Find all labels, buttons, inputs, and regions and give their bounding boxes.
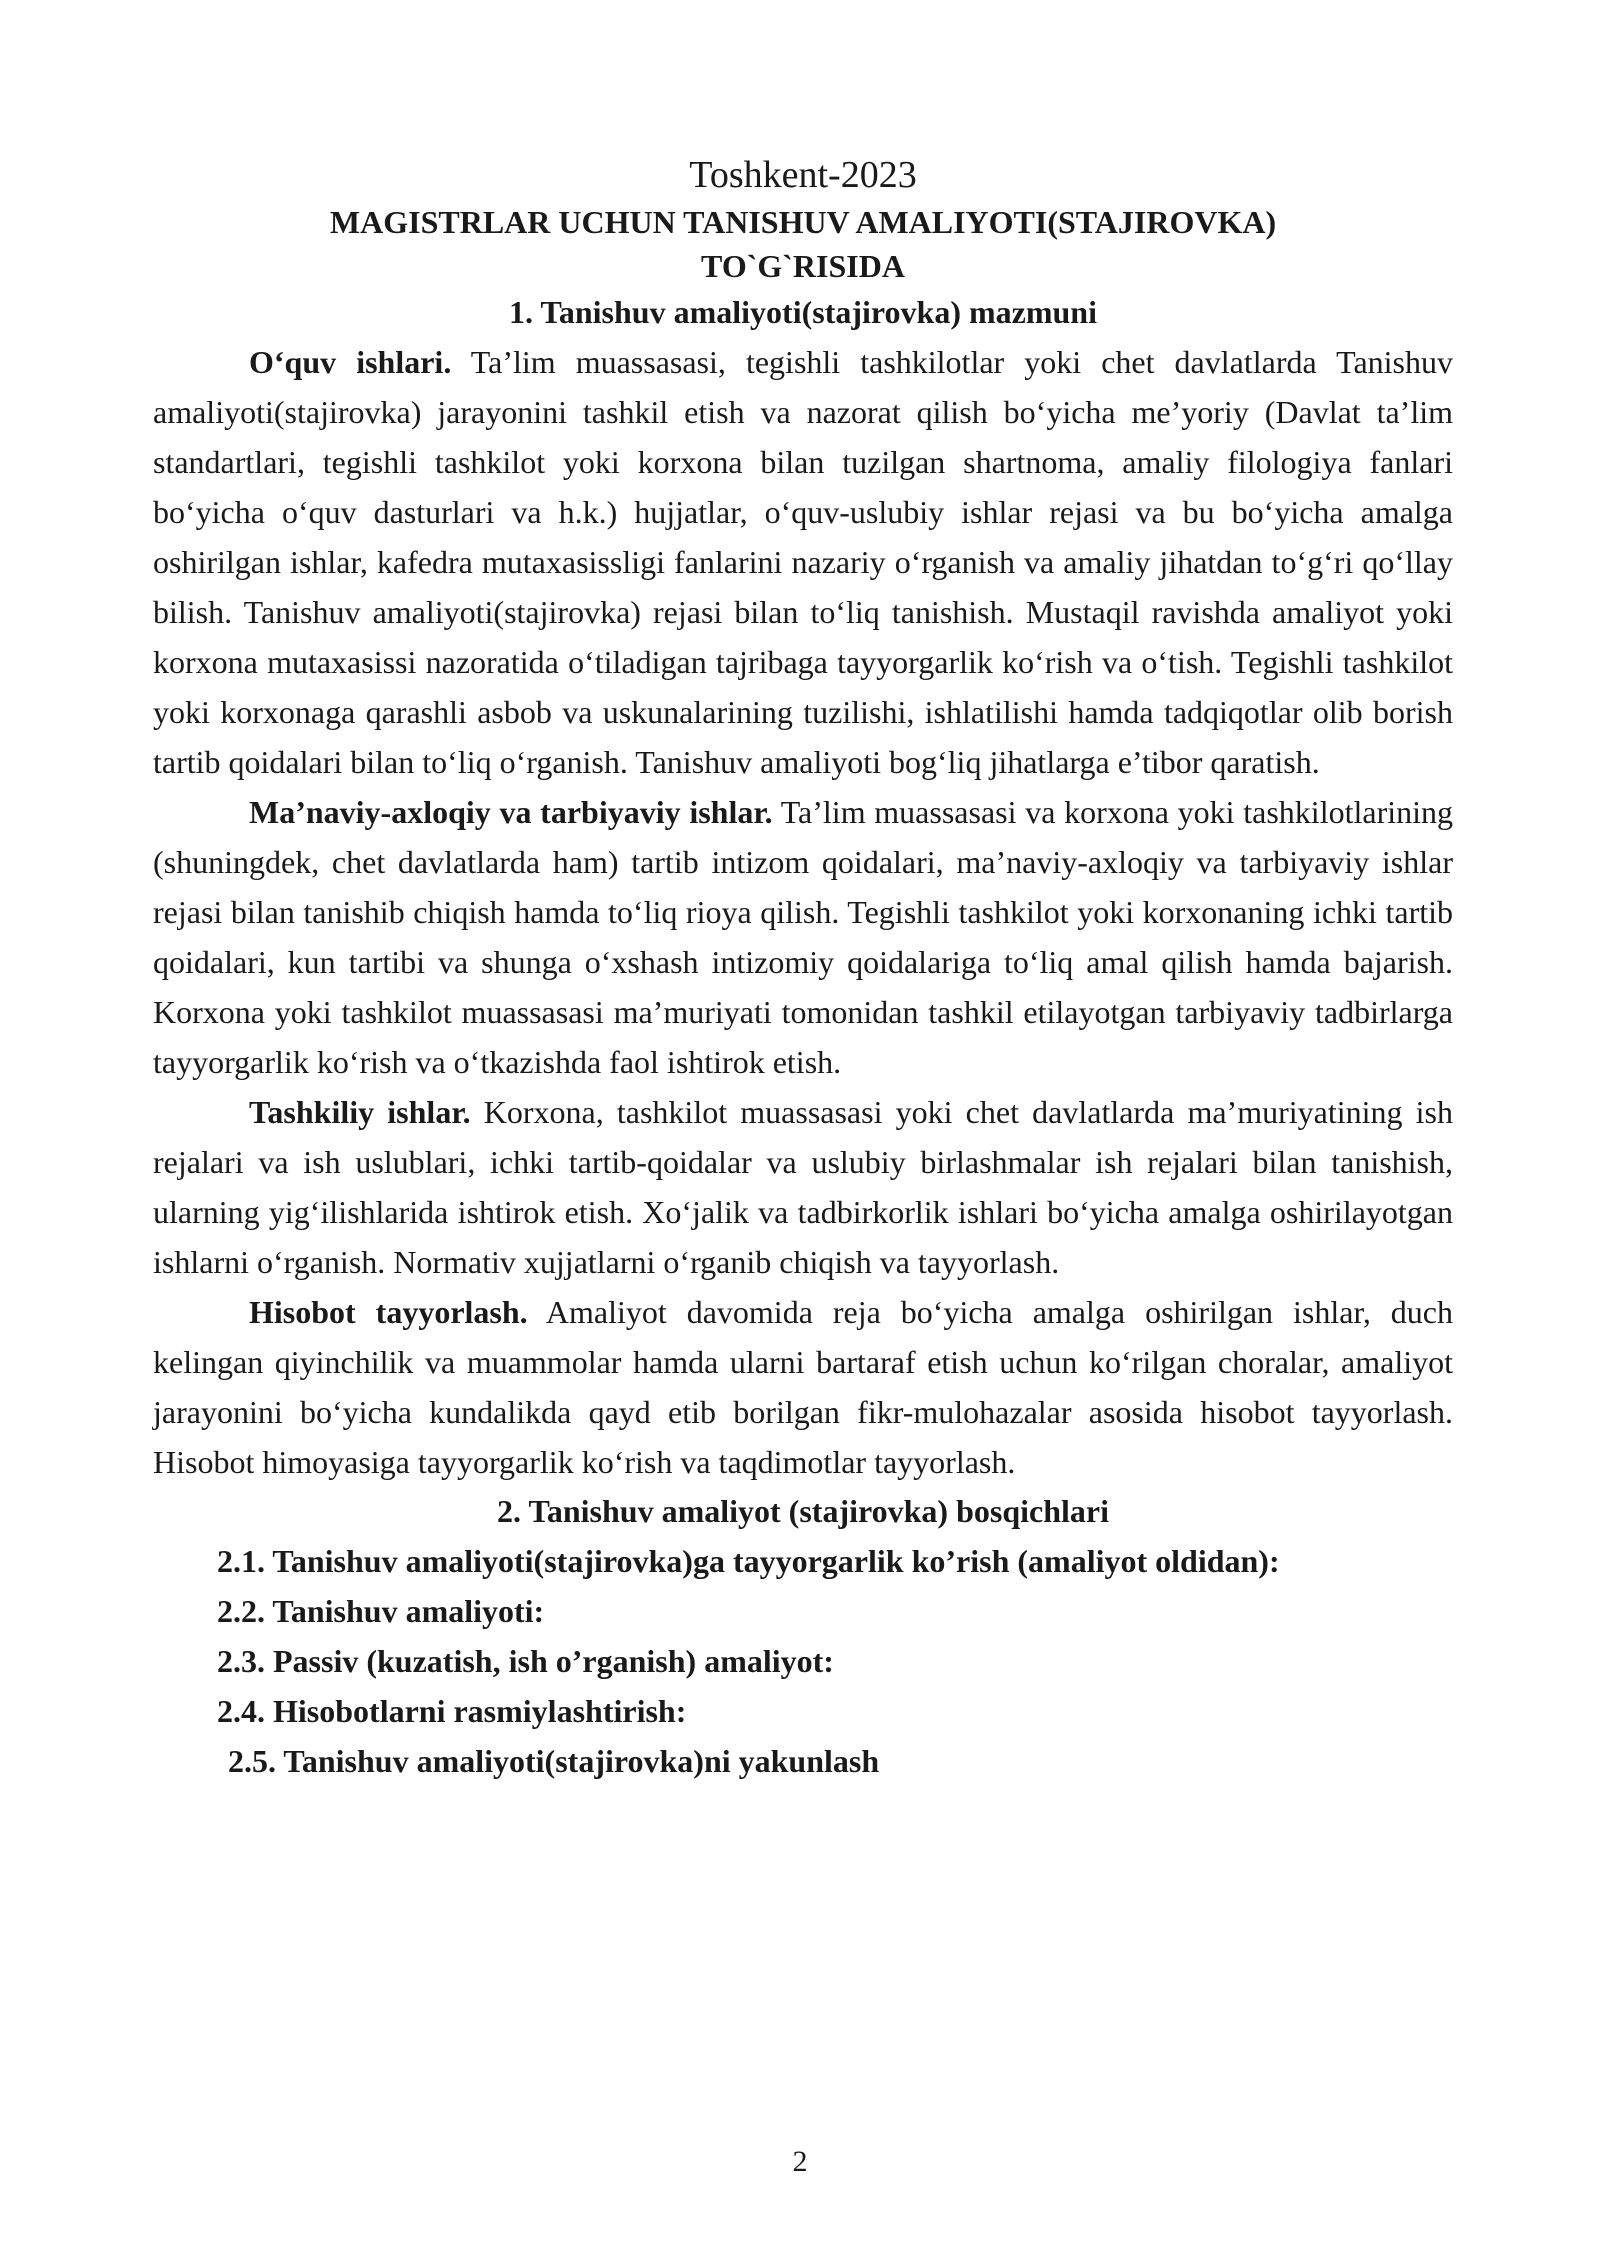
paragraph-text: Ta’lim muassasasi, tegishli tashkilotlar yoki chet davlatlarda Tanishuv amaliyoti(stajirovka) jarayonini tashkil etish va nazorat qilish bo‘yicha me’yoriy (Davlat ta’lim standartlari, tegishli tashkilot yoki korxona bilan tuzilgan shartnoma, amaliy filologiya fanlari bo‘yicha o‘quv dasturlari va h.k.) hujjatlar, o‘quv-uslubiy ishlar rejasi va bu bo‘yicha amalga oshirilgan ishlar, kafedra mutaxasissligi fanlarini nazariy o‘rganish va amaliy jihatdan to‘g‘ri qo‘llay bilish. Tanishuv amaliyoti(stajirovka) rejasi bilan to‘liq tanishish. Mustaqil ravishda amaliyot yoki korxona mutaxasissi nazoratida o‘tiladigan tajribaga tayyorgarlik ko‘rish va o‘tish. Tegishli tashkilot yoki korxonaga qarashli asbob va uskunalarining tuzilishi, ishlatilishi hamda tadqiqotlar olib borish tartib qoidalari bilan to‘liq o‘rganish. Tanishuv amaliyoti bog‘liq jihatlarga e’tibor qaratish. — [153, 344, 1454, 780]
paragraph-text: Ta’lim muassasasi va korxona yoki tashkilotlarining (shuningdek, chet davlatlarda ham) tartib intizom qoidalari, ma’naviy-axloqiy va tarbiyaviy ishlar rejasi bilan tanishib chiqish hamda to‘liq rioya qilish. Tegishli tashkilot yoki korxonaning ichki tartib qoidalari, kun tartibi va shunga o‘xshash intizomiy qoidalariga to‘liq amal qilish hamda bajarish. Korxona yoki tashkilot muassasasi ma’muriyati tomonidan tashkil etilayotgan tarbiyaviy tadbirlarga tayyorgarlik ko‘rish va o‘tkazishda faol ishtirok etish. — [153, 794, 1454, 1080]
paragraph-text: Korxona, tashkilot muassasasi yoki chet davlatlarda ma’muriyatining ish rejalari va ish uslublari, ichki tartib-qoidalar va uslubiy birlashmalar ish rejalari bilan tanishish, ularning yig‘ilishlarida ishtirok etish. Xo‘jalik va tadbirkorlik ishlari bo‘yicha amalga oshirilayotgan ishlarni o‘rganish. Normativ xujjatlarni o‘rganib chiqish va tayyorlash. — [153, 1094, 1454, 1280]
document-title-line-1: MAGISTRLAR UCHUN TANISHUV AMALIYOTI(STAJIROVKA) — [329, 204, 1277, 240]
section-2-heading: 2. Tanishuv amaliyot (stajirovka) bosqichlari — [497, 1493, 1109, 1529]
city-year: Toshkent-2023 — [689, 154, 917, 196]
list-item: 2.1. Tanishuv amaliyoti(stajirovka)ga tayyorgarlik ko’rish (amaliyot oldidan): — [217, 1543, 1280, 1579]
document-title-line-2: TO`G`RISIDA — [701, 248, 905, 284]
paragraph-hisobot-tayyorlash — [153, 1287, 1453, 1487]
list-item: 2.2. Tanishuv amaliyoti: — [217, 1593, 545, 1629]
paragraph-lead: O‘quv ishlari. — [249, 344, 452, 380]
paragraph-lead: Tashkiliy ishlar. — [249, 1094, 471, 1130]
stages-list — [153, 1536, 1453, 1786]
paragraph-oquv-ishlari — [153, 337, 1453, 787]
list-item: 2.4. Hisobotlarni rasmiylashtirish: — [217, 1693, 687, 1729]
paragraph-manaviy-ishlar — [153, 787, 1453, 1087]
list-item: 2.3. Passiv (kuzatish, ish o’rganish) amaliyot: — [217, 1643, 834, 1679]
paragraph-text: Amaliyot davomida reja bo‘yicha amalga oshirilgan ishlar, duch kelingan qiyinchilik va muammolar hamda ularni bartaraf etish uchun ko‘rilgan choralar, amaliyot jarayonini bo‘yicha kundalikda qayd etib borilgan fikr-mulohazalar asosida hisobot tayyorlash. Hisobot himoyasiga tayyorgarlik ko‘rish va taqdimotlar tayyorlash. — [153, 1294, 1453, 1480]
document-page — [153, 150, 1453, 1786]
page-number: 2 — [792, 2145, 808, 2178]
paragraph-lead: Ma’naviy-axloqiy va tarbiyaviy ishlar. — [249, 794, 773, 830]
section-1-heading: 1. Tanishuv amaliyoti(stajirovka) mazmuni — [509, 294, 1097, 330]
list-item: 2.5. Tanishuv amaliyoti(stajirovka)ni yakunlash — [228, 1743, 880, 1779]
paragraph-lead: Hisobot tayyorlash. — [249, 1294, 528, 1330]
paragraph-tashkiliy-ishlar — [153, 1087, 1453, 1287]
